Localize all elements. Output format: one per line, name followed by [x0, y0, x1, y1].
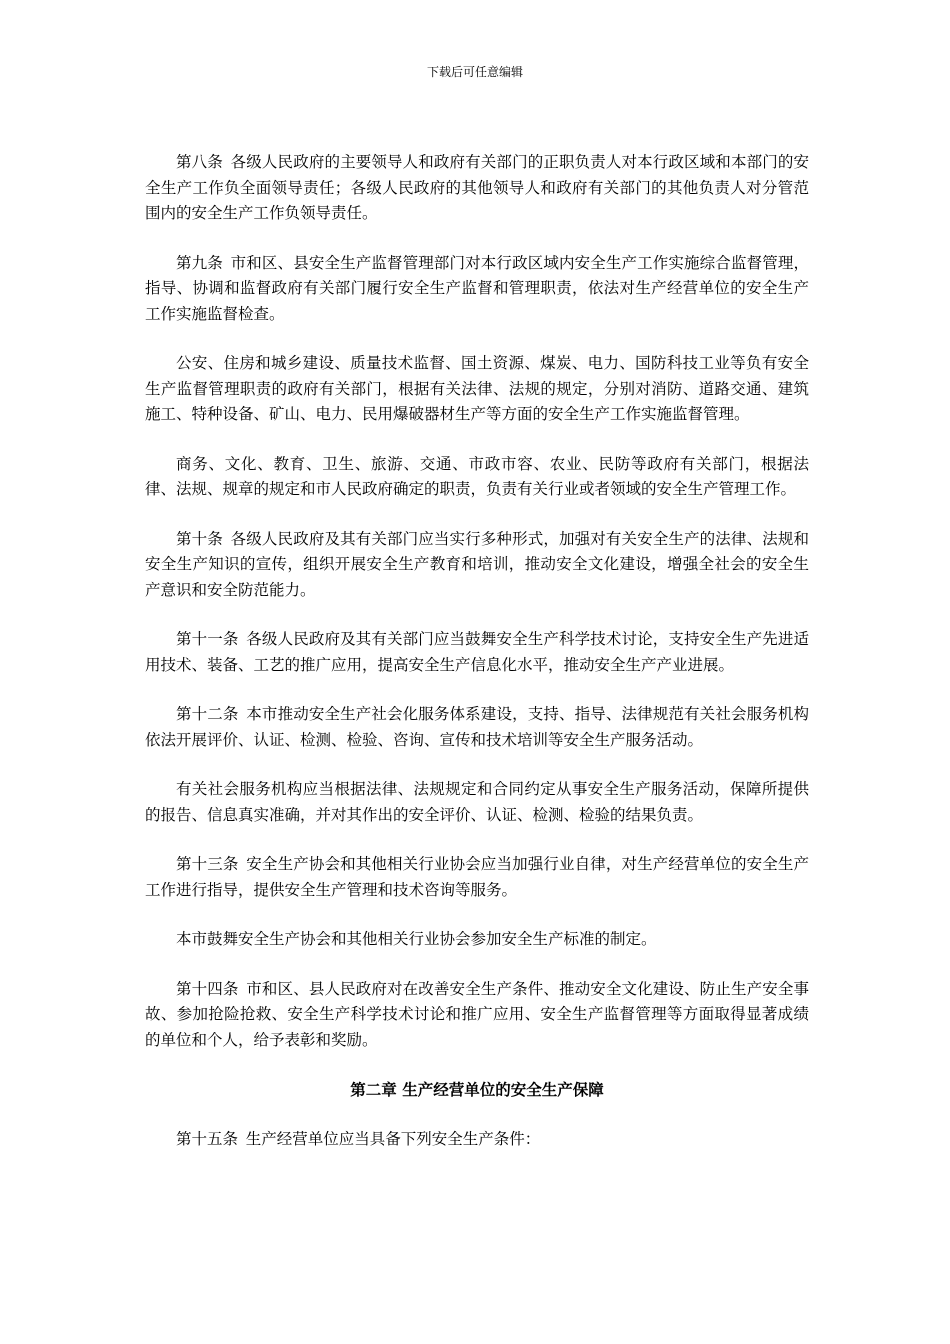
article-text: 安全生产协会和其他相关行业协会应当加强行业自律，对生产经营单位的安全生产工作进行指导，提供安全生产管理和技术咨询等服务。 — [145, 855, 809, 899]
article-9 — [145, 251, 809, 328]
page-header: 下载后可任意编辑 — [426, 65, 523, 79]
article-11 — [145, 627, 809, 678]
article-number: 第十三条 — [176, 855, 239, 873]
article-number: 第八条 — [176, 153, 223, 171]
article-text: 各级人民政府及其有关部门应当实行多种形式，加强对有关安全生产的法律、法规和安全生产知识的宣传，组织开展安全生产教育和培训，推动安全文化建设，增强全社会的安全生产意识和安全防范能力。 — [145, 529, 809, 599]
article-15 — [145, 1127, 809, 1153]
article-text: 市和区、县人民政府对在改善安全生产条件、推动安全文化建设、防止生产安全事故、参加抢险抢救、安全生产科学技术讨论和推广应用、安全生产监督管理等方面取得显著成绩的单位和个人，给予表彰和奖励。 — [145, 979, 809, 1049]
article-number: 第十四条 — [176, 979, 239, 998]
article-8 — [145, 150, 809, 227]
paragraph-text: 商务、文化、教育、卫生、旅游、交通、市政市容、农业、民防等政府有关部门，根据法律、法规、规章的规定和市人民政府确定的职责，负责有关行业或者领域的安全生产管理工作。 — [145, 454, 809, 498]
article-12 — [145, 702, 809, 753]
article-9-para-2 — [145, 351, 809, 428]
article-13 — [145, 852, 809, 903]
article-text: 本市推动安全生产社会化服务体系建设，支持、指导、法律规范有关社会服务机构依法开展评价、认证、检测、检验、咨询、宣传和技术培训等安全生产服务活动。 — [145, 705, 809, 749]
paragraph-text: 公安、住房和城乡建设、质量技术监督、国土资源、煤炭、电力、国防科技工业等负有安全生产监督管理职责的政府有关部门，根据有关法律、法规的规定，分别对消防、道路交通、建筑施工、特种设备、矿山、电力、民用爆破器材生产等方面的安全生产工作实施监督管理。 — [145, 354, 809, 423]
article-14 — [145, 977, 809, 1054]
article-number: 第十二条 — [176, 705, 239, 723]
article-text: 生产经营单位应当具备下列安全生产条件： — [245, 1129, 541, 1148]
article-number: 第九条 — [176, 253, 223, 272]
article-number: 第十条 — [176, 529, 223, 548]
document-body — [145, 150, 809, 1176]
article-9-para-3 — [145, 452, 809, 503]
paragraph-text: 有关社会服务机构应当根据法律、法规规定和合同约定从事安全生产服务活动，保障所提供的报告、信息真实准确，并对其作出的安全评价、认证、检测、检验的结果负责。 — [145, 780, 809, 824]
article-text: 市和区、县安全生产监督管理部门对本行政区域内安全生产工作实施综合监督管理，指导、协调和监督政府有关部门履行安全生产监督和管理职责，依法对生产经营单位的安全生产工作实施监督检查。 — [145, 253, 809, 323]
article-number: 第十一条 — [176, 630, 239, 648]
article-text: 各级人民政府及其有关部门应当鼓舞安全生产科学技术讨论，支持安全生产先进适用技术、装备、工艺的推广应用，提高安全生产信息化水平，推动安全生产产业进展。 — [145, 630, 809, 674]
article-text: 各级人民政府的主要领导人和政府有关部门的正职负责人对本行政区域和本部门的安全生产工作负全面领导责任；各级人民政府的其他领导人和政府有关部门的其他负责人对分管范围内的安全生产工作负领导责任。 — [145, 153, 809, 222]
chapter-heading: 第二章 生产经营单位的安全生产保障 — [350, 1080, 604, 1099]
paragraph-text: 本市鼓舞安全生产协会和其他相关行业协会参加安全生产标准的制定。 — [176, 930, 657, 948]
article-12-para-2 — [145, 777, 809, 828]
article-10 — [145, 527, 809, 604]
article-13-para-2 — [145, 927, 809, 953]
article-number: 第十五条 — [176, 1129, 239, 1148]
